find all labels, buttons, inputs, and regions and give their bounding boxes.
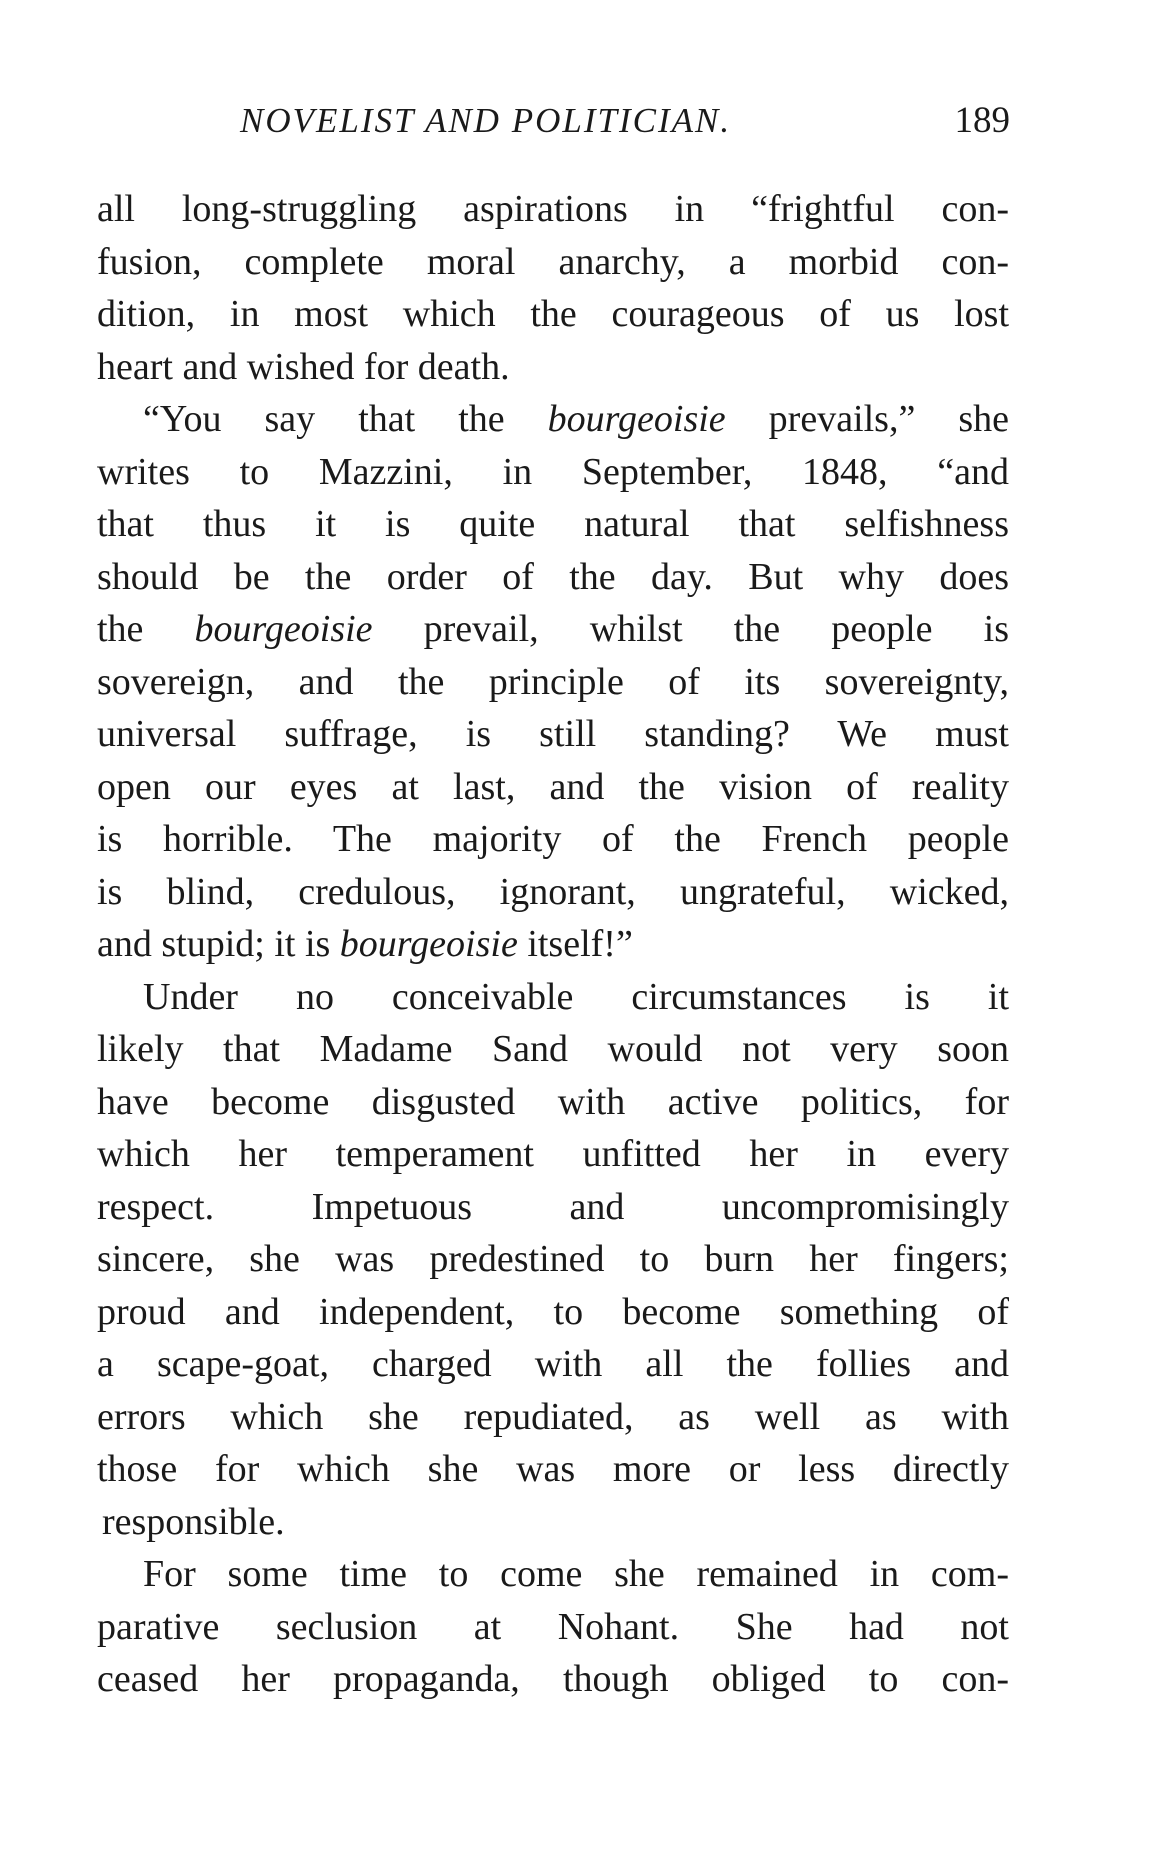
- text-line: those for which she was more or less directly: [97, 1448, 1009, 1490]
- text-line: sincere, she was predestined to burn her fingers;: [97, 1238, 1009, 1280]
- text-line: have become disgusted with active politics, for: [97, 1080, 1009, 1123]
- body-text: [97, 183, 1009, 1706]
- text-line: “You say that the bourgeoisie prevails,” she: [143, 398, 1009, 440]
- text-line: the bourgeoisie prevail, whilst the people is: [97, 608, 1009, 650]
- text-line: ceased her propaganda, though obliged to con-: [97, 1658, 1009, 1700]
- italic-term: bourgeoisie: [339, 923, 518, 965]
- text-line: For some time to come she remained in com-: [143, 1553, 1009, 1595]
- text-line: writes to Mazzini, in September, 1848, “and: [97, 450, 1009, 493]
- text-line: is horrible. The majority of the French people: [97, 818, 1009, 860]
- italic-term: bourgeoisie: [547, 398, 726, 440]
- text-line: all long-struggling aspirations in “frightful con-: [97, 188, 1009, 230]
- running-head: NOVELIST AND POLITICIAN.: [240, 101, 732, 140]
- text-line: that thus it is quite natural that selfishness: [97, 503, 1009, 545]
- page-header: [240, 96, 1010, 146]
- text-line: likely that Madame Sand would not very soon: [97, 1028, 1009, 1070]
- text-line: sovereign, and the principle of its sovereignty,: [97, 660, 1009, 703]
- text-line: dition, in most which the courageous of us lost: [97, 293, 1009, 335]
- text-line: fusion, complete moral anarchy, a morbid con-: [97, 240, 1009, 283]
- text-line: errors which she repudiated, as well as with: [97, 1395, 1009, 1438]
- text-line: proud and independent, to become something of: [97, 1290, 1009, 1333]
- text-line: a scape-goat, charged with all the follies and: [97, 1343, 1009, 1385]
- text-line: respect. Impetuous and uncompromisingly: [97, 1185, 1009, 1228]
- text-line: responsible.: [102, 1500, 285, 1543]
- text-line: is blind, credulous, ignorant, ungrateful, wicked,: [97, 870, 1009, 913]
- text-line: should be the order of the day. But why does: [97, 555, 1009, 598]
- text-line: which her temperament unfitted her in every: [97, 1133, 1009, 1175]
- text-line: open our eyes at last, and the vision of reality: [97, 765, 1009, 808]
- text-line: universal suffrage, is still standing? We must: [97, 713, 1009, 755]
- text-line: Under no conceivable circumstances is it: [143, 975, 1009, 1018]
- italic-term: bourgeoisie: [194, 608, 373, 650]
- page-number: 189: [954, 100, 1010, 141]
- text-line: and stupid; it is bourgeoisie itself!”: [97, 923, 633, 965]
- text-line: heart and wished for death.: [97, 345, 510, 388]
- text-line: parative seclusion at Nohant. She had not: [97, 1605, 1009, 1648]
